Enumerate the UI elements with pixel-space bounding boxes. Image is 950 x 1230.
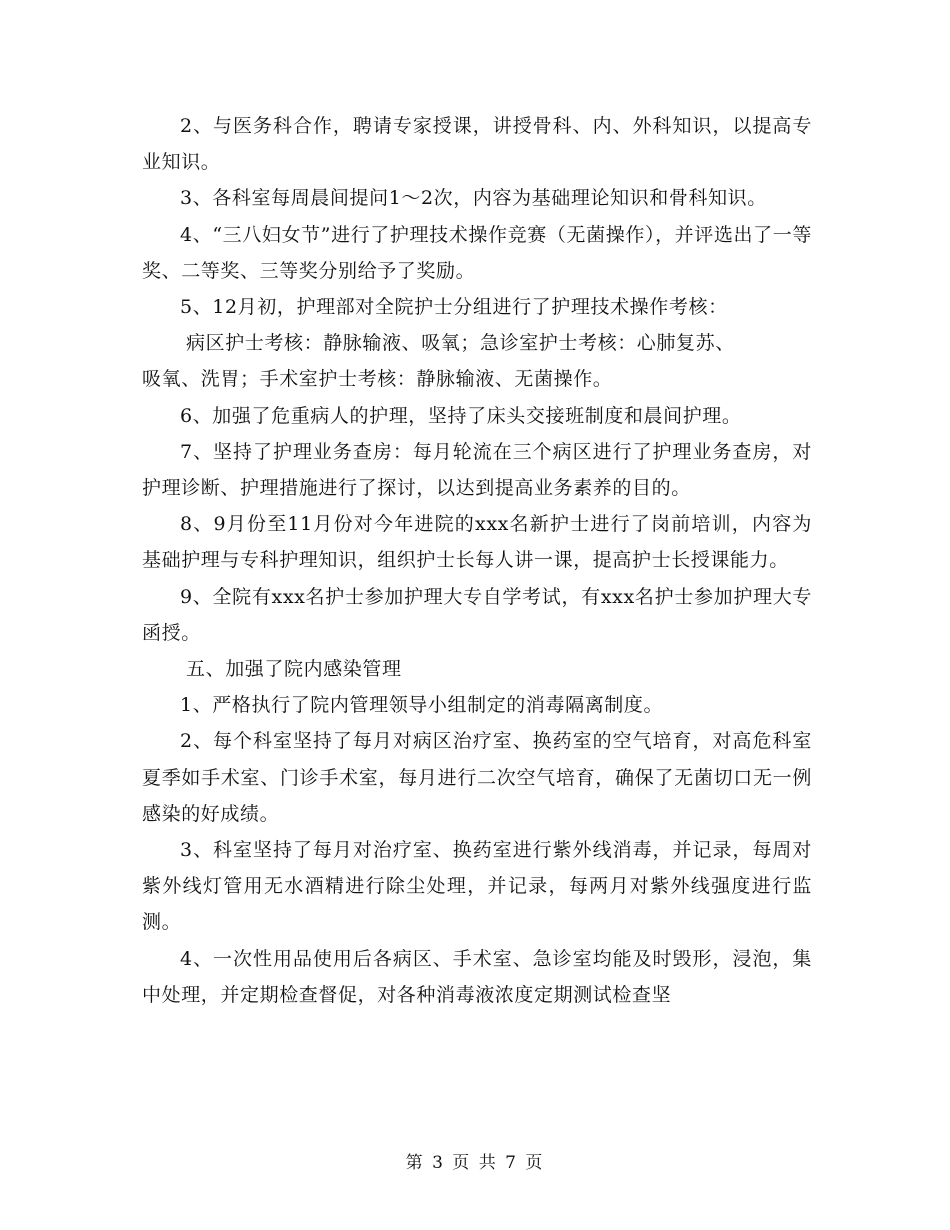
paragraph-item-9: 9、全院有xxx名护士参加护理大专自学考试，有xxx名护士参加护理大专函授。 [142,585,812,644]
paragraph-item-8: 8、9月份至11月份对今年进院的xxx名新护士进行了岗前培训，内容为基础护理与专科护理知识，组织护士长每人讲一课，提高护士长授课能力。 [142,513,812,572]
paragraph-item-6: 6、加强了危重病人的护理，坚持了床头交接班制度和晨间护理。 [180,404,742,427]
paragraph-item-5-detail-cont: 吸氧、洗胃；手术室护士考核：静脉输液、无菌操作。 [142,368,613,391]
paragraph-infection-1: 1、严格执行了院内管理领导小组制定的消毒隔离制度。 [180,694,664,717]
paragraph-infection-3: 3、科室坚持了每月对治疗室、换药室进行紫外线消毒，并记录，每周对紫外线灯管用无水酒精进行除尘处理，并记录，每两月对紫外线强度进行监测。 [142,839,812,934]
section-heading: 五、加强了院内感染管理 [186,658,402,681]
paragraph-item-7: 7、坚持了护理业务查房：每月轮流在三个病区进行了护理业务查房，对护理诊断、护理措施进行了探讨，以达到提高业务素养的目的。 [142,440,812,500]
paragraph-item-2: 2、与医务科合作，聘请专家授课，讲授骨科、内、外科知识，以提高专业知识。 [142,115,812,174]
document-body [142,108,812,1013]
paragraph-item-5-detail: 病区护士考核：静脉输液、吸氧；急诊室护士考核：心肺复苏、 [186,332,735,355]
paragraph-item-3: 3、各科室每周晨间提问1～2次，内容为基础理论知识和骨科知识。 [180,187,767,210]
page-number-footer: 第 3 页 共 7 页 [405,1153,545,1173]
paragraph-item-4: 4、“三八妇女节”进行了护理技术操作竞赛（无菌操作），并评选出了一等奖、二等奖、三等奖分别给予了奖励。 [142,223,812,282]
paragraph-item-5: 5、12月初，护理部对全院护士分组进行了护理技术操作考核： [180,296,728,319]
paragraph-infection-2: 2、每个科室坚持了每月对病区治疗室、换药室的空气培育，对高危科室夏季如手术室、门诊手术室，每月进行二次空气培育，确保了无菌切口无一例感染的好成绩。 [142,730,812,825]
paragraph-infection-4: 4、一次性用品使用后各病区、手术室、急诊室均能及时毁形，浸泡，集中处理，并定期检查督促，对各种消毒液浓度定期测试检查坚 [142,947,812,1006]
